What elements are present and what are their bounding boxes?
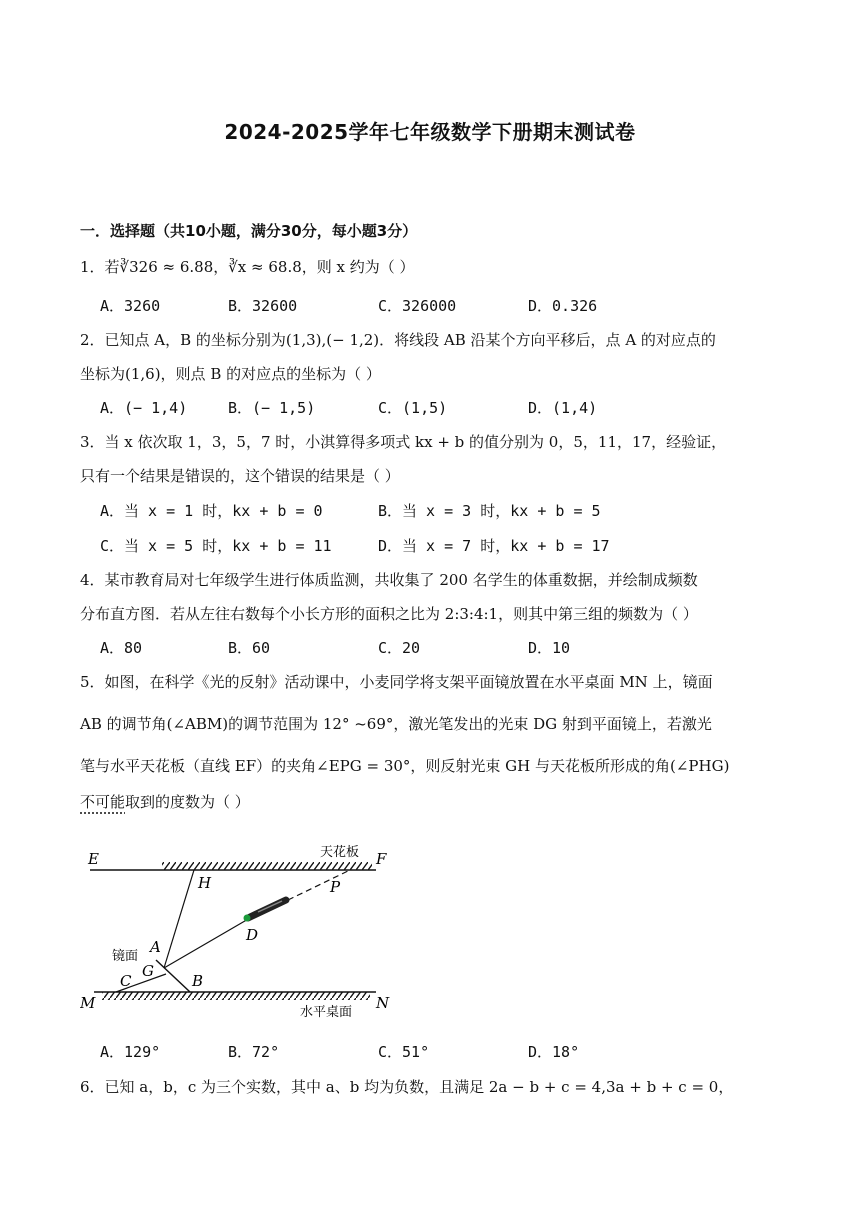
q1-option-b: B．32600	[228, 297, 298, 315]
label-a: A	[150, 938, 161, 956]
q5-stem-line4-rest: 取到的度数为（ ）	[125, 793, 250, 811]
label-h: H	[198, 874, 212, 892]
q2-stem-line1: 2．已知点 A，B 的坐标分别为(1,3),(− 1,2)．将线段 AB 沿某个方向平移后，点 A 的对应点的	[80, 331, 716, 349]
section-heading: 一．选择题（共10小题，满分30分，每小题3分）	[80, 222, 418, 240]
q1-option-a: A．3260	[100, 297, 161, 315]
label-c: C	[120, 972, 132, 990]
laser-pen	[248, 900, 286, 918]
q4-option-c: C．20	[378, 639, 421, 657]
q5-option-d: D．18°	[528, 1043, 580, 1061]
label-p: P	[330, 878, 341, 896]
q2-stem-line2: 坐标为(1,6)，则点 B 的对应点的坐标为（ ）	[80, 365, 381, 383]
q1-option-d: D．0.326	[528, 297, 598, 315]
q5-option-a: A．129°	[100, 1043, 161, 1061]
q4-stem-line2: 分布直方图．若从左往右数每个小长方形的面积之比为 2:3:4:1，则其中第三组的频数为（ ）	[80, 605, 698, 623]
q3-stem-line1: 3．当 x 依次取 1，3，5，7 时，小淇算得多项式 kx + b 的值分别为 0，5，11，17，经验证，	[80, 433, 727, 451]
laser-tip	[244, 915, 251, 922]
q4-option-b: B．60	[228, 639, 271, 657]
q5-option-c: C．51°	[378, 1043, 430, 1061]
q5-stem-line2: AB 的调节角(∠ABM)的调节范围为 12° ~69°，激光笔发出的光束 DG 射到平面镜上，若激光	[80, 715, 712, 733]
q3-option-b: B．当 x = 3 时，kx + b = 5	[378, 502, 601, 520]
q4-option-a: A．80	[100, 639, 143, 657]
q5-figure	[80, 838, 400, 1024]
q3-option-c: C．当 x = 5 时，kx + b = 11	[100, 537, 332, 555]
label-desk: 水平桌面	[300, 1005, 353, 1020]
label-b: B	[192, 972, 204, 990]
q5-stem-line1: 5．如图，在科学《光的反射》活动课中，小麦同学将支架平面镜放置在水平桌面 MN 上，镜面	[80, 673, 713, 691]
label-e: E	[88, 850, 99, 868]
q2-option-d: D．(1,4)	[528, 399, 598, 417]
ceiling-hatch	[162, 862, 372, 870]
label-d: D	[246, 926, 259, 944]
q1-stem: 1．若∛326 ≈ 6.88，∛x ≈ 68.8，则 x 约为（ ）	[80, 258, 415, 276]
label-g: G	[142, 962, 154, 980]
q5-emphasis: 不可能	[80, 793, 126, 811]
label-f: F	[376, 850, 387, 868]
q6-stem-line1: 6．已知 a，b，c 为三个实数，其中 a、b 均为负数，且满足 2a − b + c = 4,3a + b + c = 0，	[80, 1078, 734, 1096]
q3-stem-line2: 只有一个结果是错误的，这个错误的结果是（ ）	[80, 467, 400, 485]
q5-stem-line3: 笔与水平天花板（直线 EF）的夹角∠EPG = 30°，则反射光束 GH 与天花板所形成的角(∠PHG)	[80, 757, 730, 775]
q2-option-b: B．(− 1,5)	[228, 399, 316, 417]
q2-option-a: A．(− 1,4)	[100, 399, 188, 417]
q3-option-d: D．当 x = 7 时，kx + b = 17	[378, 537, 610, 555]
q5-option-b: B．72°	[228, 1043, 280, 1061]
desk-hatch	[102, 992, 370, 1000]
q3-option-a: A．当 x = 1 时，kx + b = 0	[100, 502, 323, 520]
dashed-extension	[288, 870, 350, 900]
label-mirror: 镜面	[112, 949, 139, 964]
exam-title: 2024-2025学年七年级数学下册期末测试卷	[224, 120, 636, 144]
q1-option-c: C．326000	[378, 297, 457, 315]
q5-stem-line4	[80, 792, 250, 812]
label-m: M	[80, 994, 96, 1012]
label-n: N	[376, 994, 390, 1012]
q4-option-d: D．10	[528, 639, 571, 657]
label-ceiling: 天花板	[320, 845, 360, 860]
q4-stem-line1: 4．某市教育局对七年级学生进行体质监测，共收集了 200 名学生的体重数据，并绘制成频数	[80, 571, 698, 589]
q2-option-c: C．(1,5)	[378, 399, 448, 417]
